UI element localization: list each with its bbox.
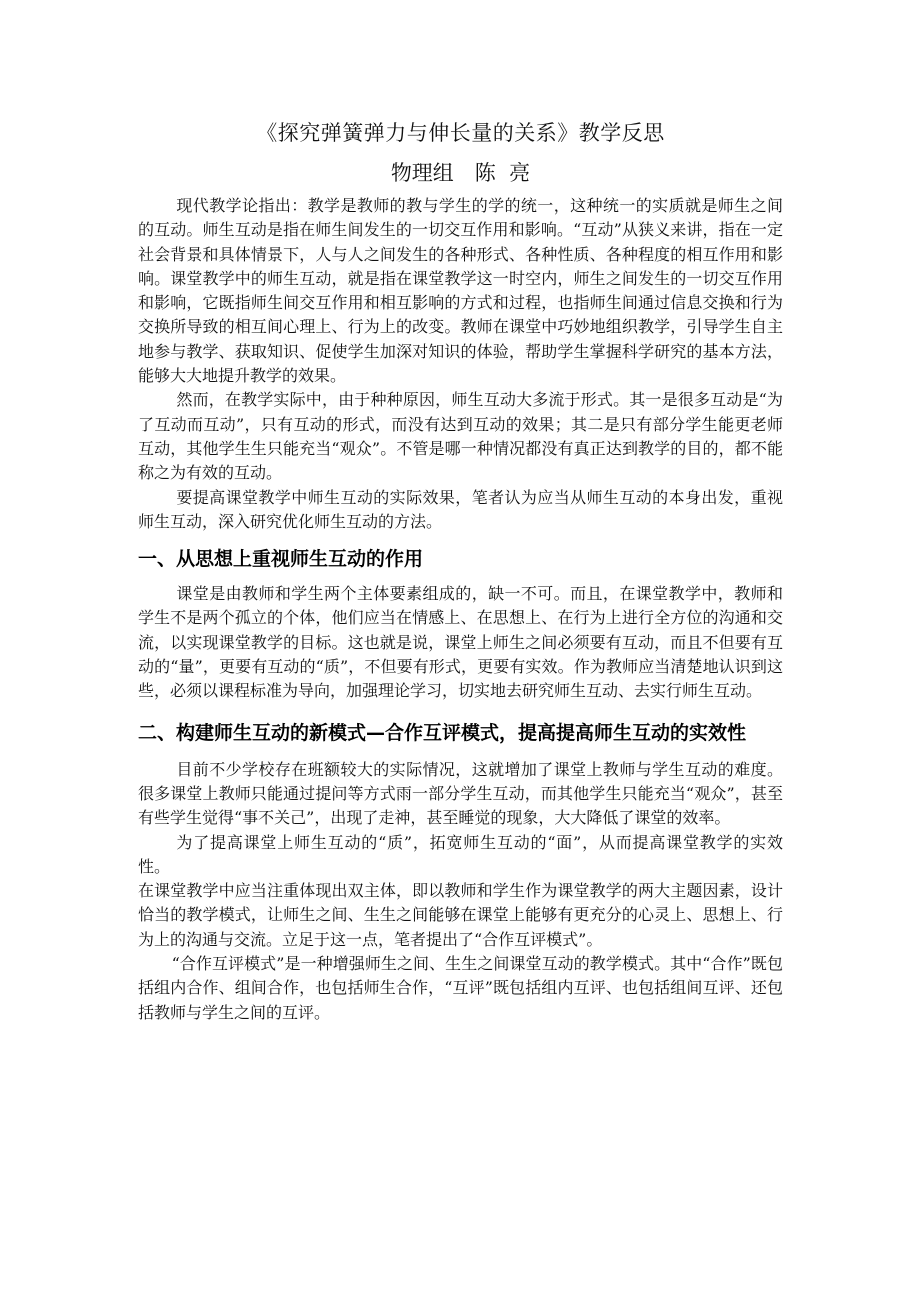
section-heading-2: 二、构建师生互动的新模式—合作互评模式，提高提高师生互动的实效性	[138, 721, 747, 744]
section-heading-1: 一、从思想上重视师生互动的作用	[138, 548, 424, 571]
intro-paragraph: 要提高课堂教学中师生互动的实际效果，笔者认为应当从师生互动的本身出发，重视师生互动，深入研究优化师生互动的方法。	[138, 487, 783, 531]
section1-paragraph: 课堂是由教师和学生两个主体要素组成的，缺一不可。而且，在课堂教学中，教师和学生不是两个孤立的个体，他们应当在情感上、在思想上、在行为上进行全方位的沟通和交流，以实现课堂教学的目标。这也就是说，课堂上师生之间必须要有互动，而且不但要有互动的“量”，更要有互动的“质”，不但要有形式，更要有实效。作为教师应当清楚地认识到这些，必须以课程标准为导向，加强理论学习，切实地去研究师生互动、去实行师生互动。	[138, 584, 783, 701]
document-title: 《探究弹簧弹力与伸长量的关系》教学反思	[256, 121, 665, 145]
document-page	[138, 118, 783, 1025]
section2-paragraph: “合作互评模式”是一种增强师生之间、生生之间课堂互动的教学模式。其中“合作”既包括组内合作、组间合作，也包括师生合作，“互评”既包括组内互评、也包括组间互评、还包括教师与学生之间的互评。	[138, 954, 783, 1022]
intro-paragraph: 现代教学论指出：教学是教师的教与学生的学的统一，这种统一的实质就是师生之间的互动。师生互动是指在师生间发生的一切交互作用和影响。“互动”从狭义来讲，指在一定社会背景和具体情景下，人与人之间发生的各种形式、各种性质、各种程度的相互作用和影响。课堂教学中的师生互动，就是指在课堂教学这一时空内，师生之间发生的一切交互作用和影响，它既指师生间交互作用和相互影响的方式和过程，也指师生间通过信息交换和行为交换所导致的相互间心理上、行为上的改变。教师在课堂中巧妙地组织教学，引导学生自主地参与教学、获取知识、促使学生加深对知识的体验，帮助学生掌握科学研究的基本方法，能够大大地提升教学的效果。	[138, 196, 783, 386]
section2-paragraph: 为了提高课堂上师生互动的“质”，拓宽师生互动的“面”，从而提高课堂教学的实效性。	[138, 832, 783, 876]
document-byline: 物理组 陈 亮	[390, 161, 531, 185]
section2-paragraph: 在课堂教学中应当注重体现出双主体，即以教师和学生作为课堂教学的两大主题因素，设计恰当的教学模式，让师生之间、生生之间能够在课堂上能够有更充分的心灵上、思想上、行为上的沟通与交流。立足于这一点，笔者提出了“合作互评模式”。	[138, 881, 783, 949]
intro-paragraph: 然而，在教学实际中，由于种种原因，师生互动大多流于形式。其一是很多互动是“为了互动而互动”，只有互动的形式，而没有达到互动的效果；其二是只有部分学生能更老师互动，其他学生生只能充当“观众”。不管是哪一种情况都没有真正达到教学的目的，都不能称之为有效的互动。	[138, 390, 783, 483]
section2-paragraph: 目前不少学校存在班额较大的实际情况，这就增加了课堂上教师与学生互动的难度。很多课堂上教师只能通过提问等方式雨一部分学生互动，而其他学生只能充当“观众”，甚至有些学生觉得“事不关己”，出现了走神，甚至睡觉的现象，大大降低了课堂的效率。	[138, 759, 783, 828]
